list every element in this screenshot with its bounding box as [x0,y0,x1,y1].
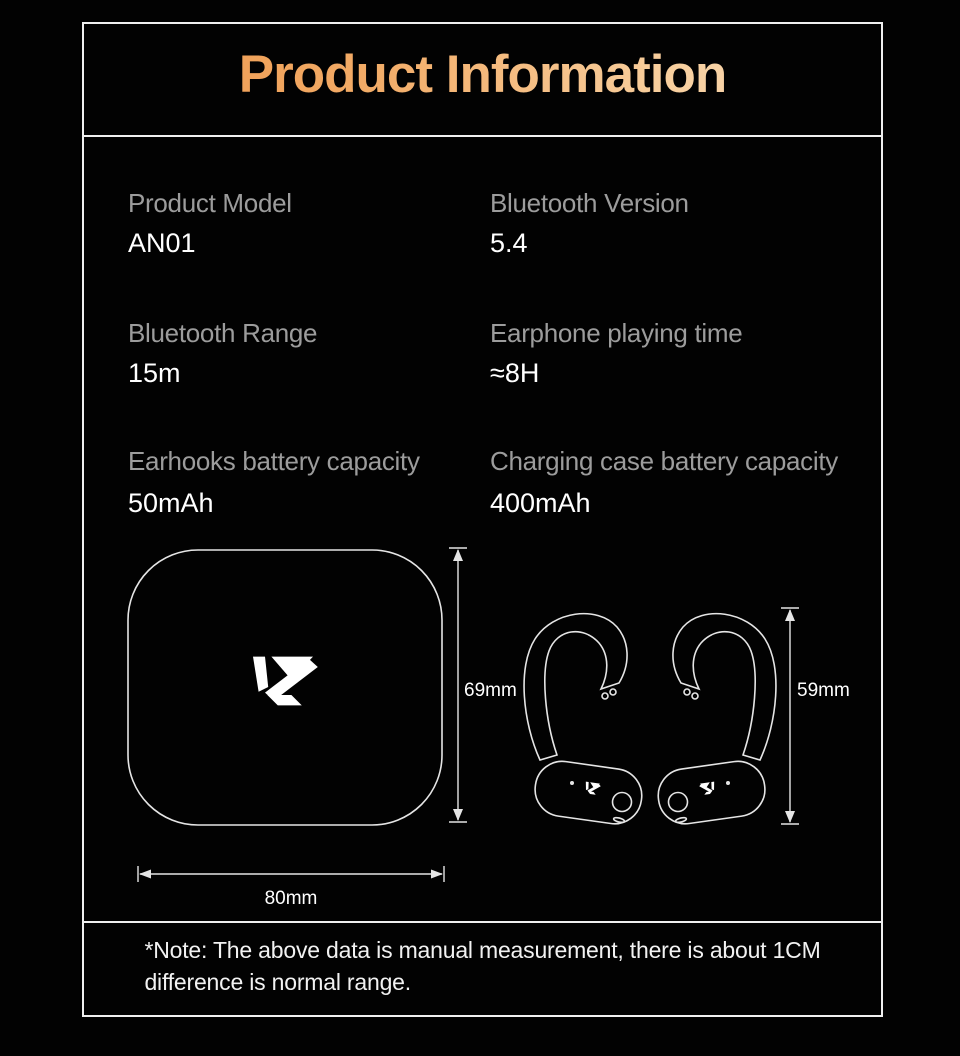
page-title: Product Information [84,44,881,106]
product-info-panel [82,22,883,1017]
note-divider [84,921,881,923]
title-divider [84,135,881,137]
spec-label-bluetooth-version: Bluetooth Version [490,188,689,218]
spec-value-playing-time: ≈8H [490,358,540,388]
spec-value-product-model: AN01 [128,228,196,258]
spec-value-earhooks-battery: 50mAh [128,488,214,518]
note-line-1: *Note: The above data is manual measurement, there is about 1CM [144,937,821,963]
spec-value-bluetooth-range: 15m [128,358,181,388]
note-section [84,934,881,998]
spec-label-case-battery: Charging case battery capacity [490,446,838,476]
note-line-2: difference is normal range. [144,969,411,995]
spec-label-playing-time: Earphone playing time [490,318,743,348]
spec-value-bluetooth-version: 5.4 [490,228,528,258]
spec-label-bluetooth-range: Bluetooth Range [128,318,318,348]
spec-label-product-model: Product Model [128,188,292,218]
spec-value-case-battery: 400mAh [490,488,591,518]
note-text [144,934,820,998]
dimension-label-case-width: 80mm [264,888,318,909]
dimension-label-case-height: 69mm [464,680,517,701]
spec-label-earhooks-battery: Earhooks battery capacity [128,446,420,476]
dimension-label-earhook-height: 59mm [797,680,850,701]
